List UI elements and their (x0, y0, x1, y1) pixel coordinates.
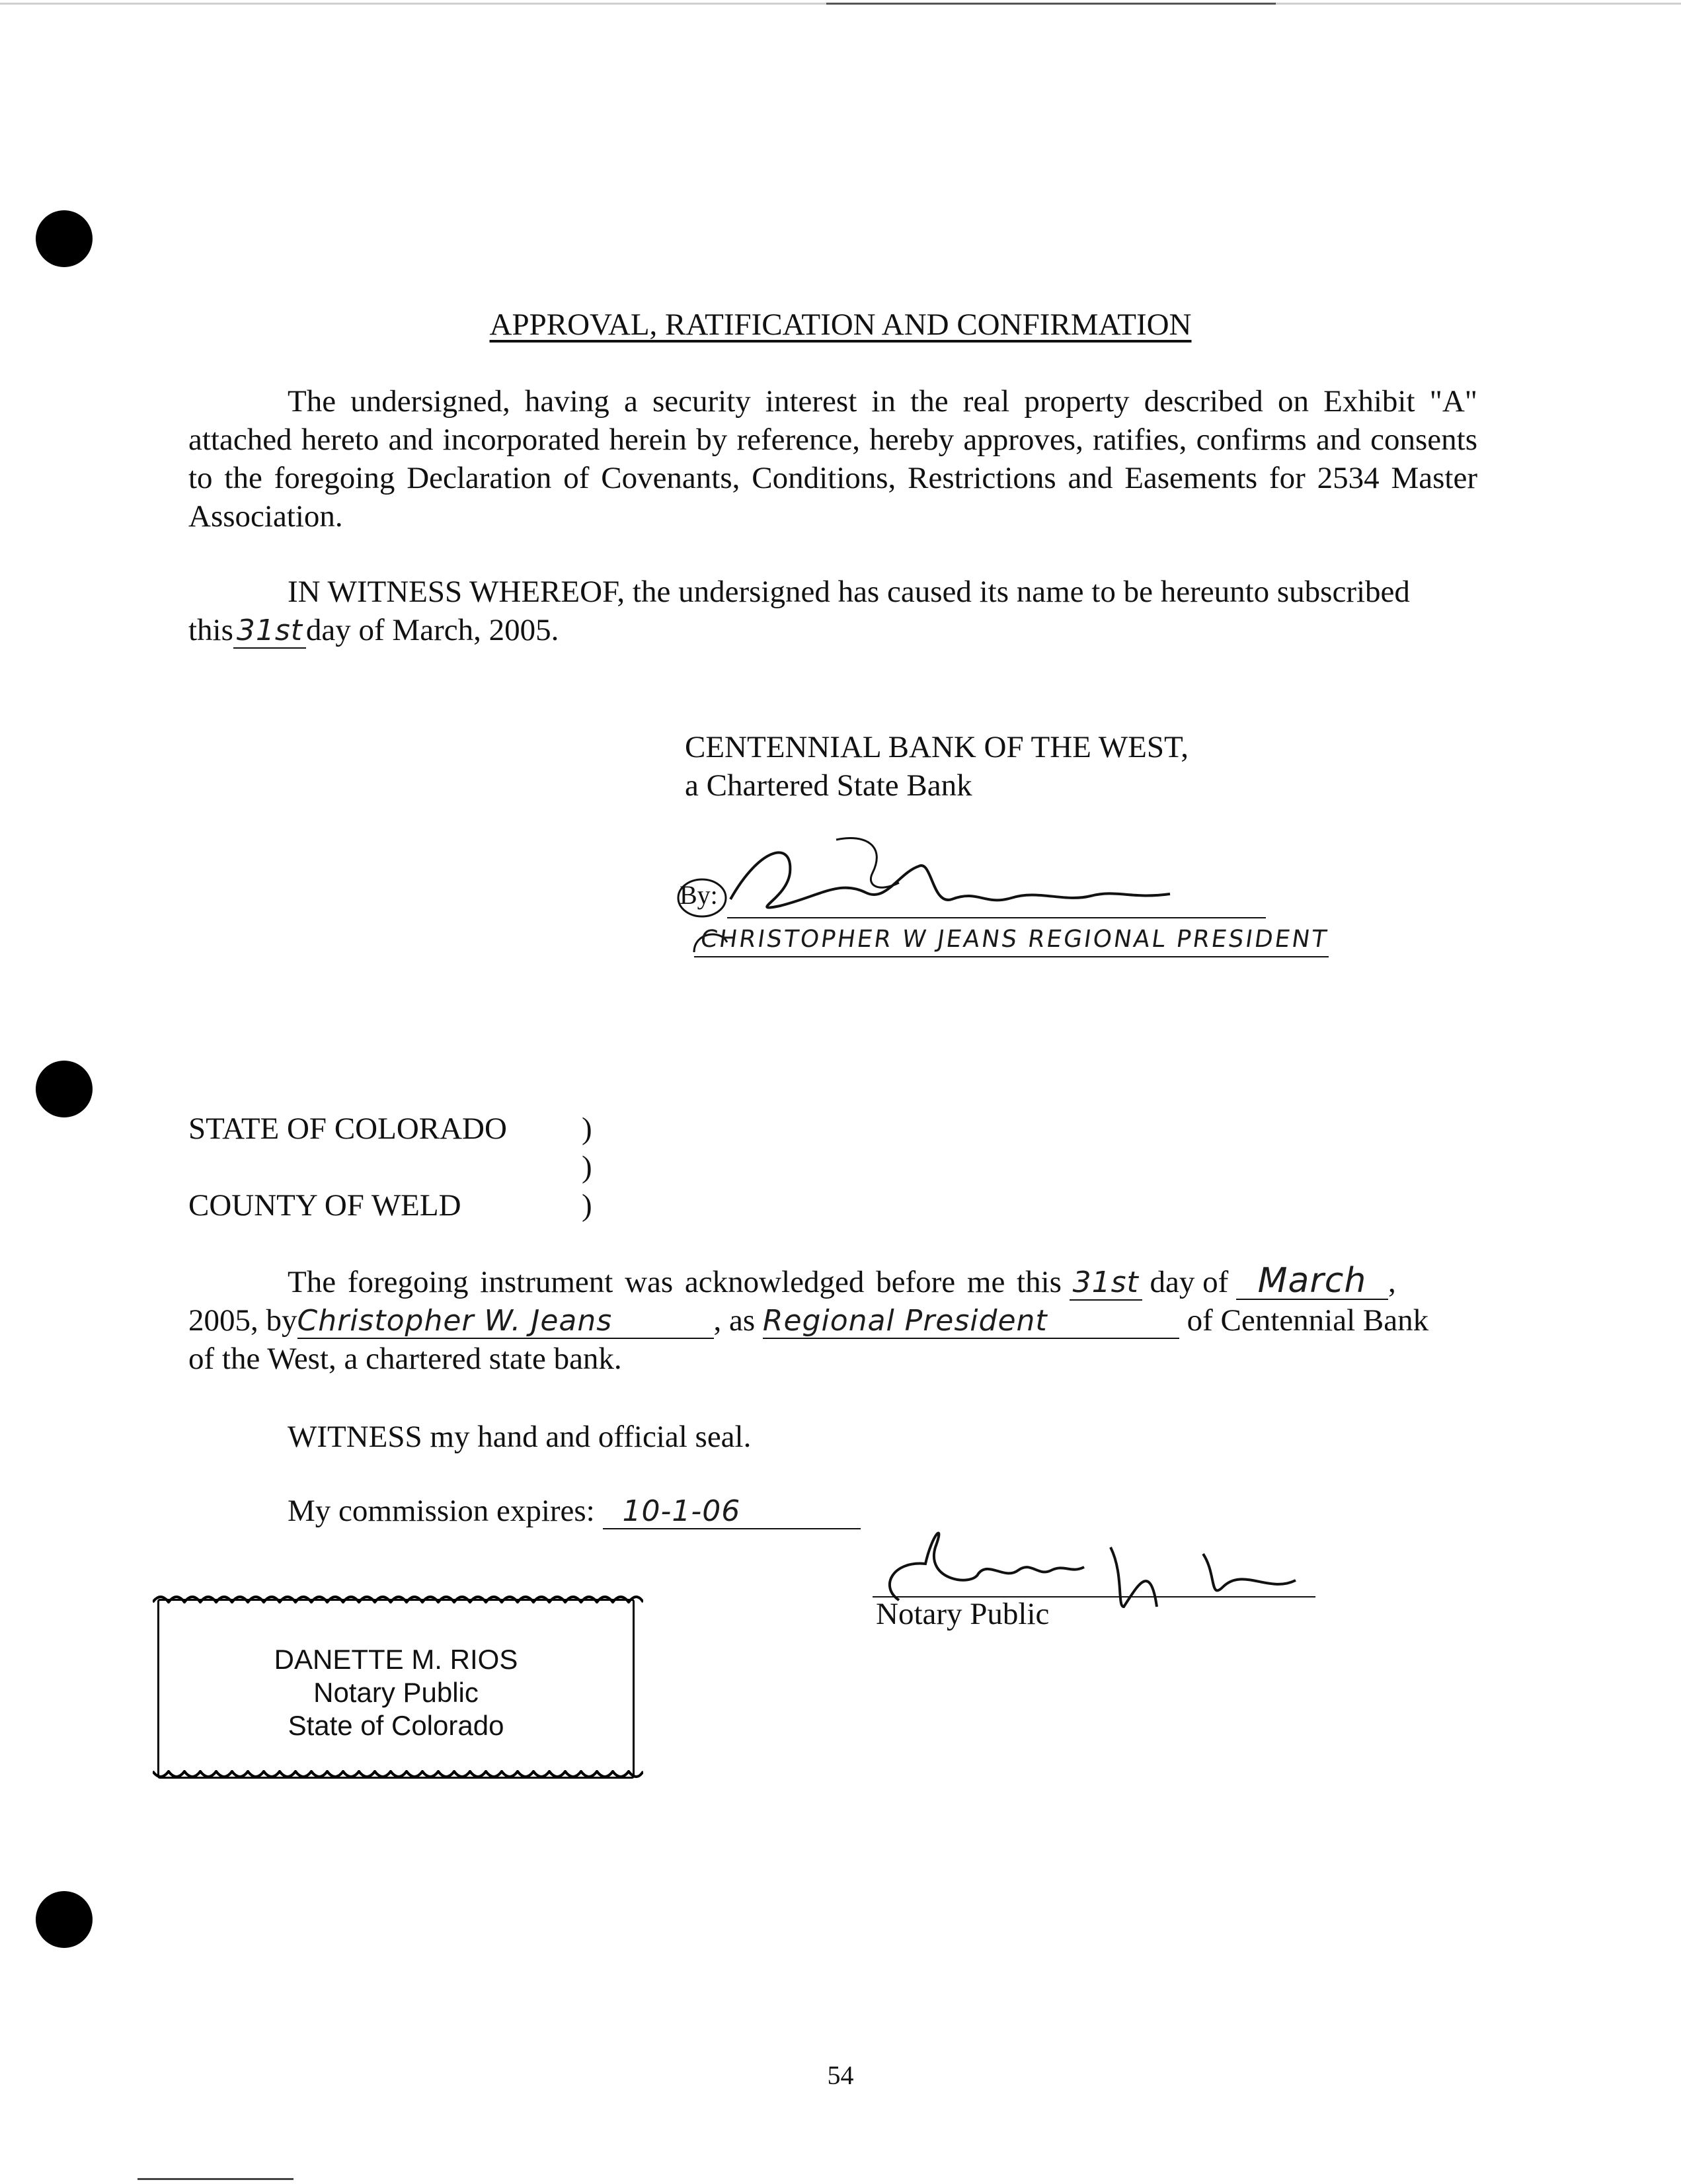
ack-line2 (188, 1301, 1477, 1340)
acknowledgment-paragraph (188, 1263, 1477, 1378)
venue-paren-1: ) (582, 1112, 592, 1146)
commission-line (288, 1492, 861, 1530)
bank-type: a Chartered State Bank (685, 768, 972, 803)
ack-text5: of Centennial Bank (1187, 1303, 1429, 1338)
commission-date-blank (603, 1494, 861, 1529)
ack-month-handwritten: March (1257, 1261, 1367, 1301)
bank-block (685, 728, 1478, 805)
notary-seal-stamp (157, 1599, 635, 1779)
signer-name-title-handwritten: CHRISTOPHER W JEANS REGIONAL PRESIDENT (699, 926, 1331, 953)
ack-text1: The foregoing instrument was acknowledged before me this (288, 1265, 1062, 1299)
seal-state: State of Colorado (288, 1710, 504, 1741)
witness-line2 (188, 611, 1477, 649)
by-label: By: (680, 880, 718, 910)
ack-title-blank (763, 1304, 1179, 1339)
ack-name-handwritten: Christopher W. Jeans (297, 1304, 613, 1338)
witness-day-blank (233, 614, 306, 649)
ack-comma: , (1388, 1265, 1396, 1299)
approval-paragraph-text: The undersigned, having a security interest in the real property described on Exhibit "A" attached hereto and incorporated herein by reference, hereby approves, ratifies, confirms and consents to the foregoing Declaration of Covenants, Conditions, Restrictions and Easements for 2534 Master Association. (188, 384, 1477, 534)
witness-seal-line: WITNESS my hand and official seal. (288, 1420, 752, 1454)
punch-hole-top (36, 210, 93, 267)
venue-paren-3: ) (582, 1188, 592, 1223)
signer-underline (694, 956, 1329, 957)
witness-paragraph (188, 573, 1477, 649)
seal-notary-title: Notary Public (313, 1677, 479, 1708)
top-scan-line-dark (826, 3, 1276, 5)
approval-paragraph (188, 382, 1477, 536)
witness-line1: IN WITNESS WHEREOF, the undersigned has caused its name to be hereunto subscribed (288, 575, 1410, 609)
seal-top-serration (153, 1590, 643, 1603)
seal-bottom-serration (153, 1770, 643, 1783)
seal-text (159, 1643, 633, 1742)
commission-label: My commission expires: (288, 1494, 595, 1528)
ack-day-blank (1070, 1266, 1142, 1301)
venue-county: COUNTY OF WELD (188, 1188, 461, 1223)
ack-line3: of the West, a chartered state bank. (188, 1342, 622, 1376)
ack-name-blank (297, 1304, 714, 1339)
bank-name: CENTENNIAL BANK OF THE WEST, (685, 730, 1189, 764)
page-title (0, 305, 1681, 344)
ack-text3: 2005, by (188, 1303, 297, 1338)
ack-text4: , as (713, 1303, 756, 1338)
ack-month-blank (1236, 1261, 1388, 1301)
ack-title-handwritten: Regional President (762, 1304, 1048, 1338)
punch-hole-bottom (36, 1891, 93, 1948)
notary-public-label: Notary Public (876, 1597, 1050, 1631)
seal-notary-name: DANETTE M. RIOS (274, 1644, 518, 1675)
witness-day-handwritten: 31st (236, 614, 303, 647)
bottom-scan-line (137, 2178, 293, 2180)
commission-date-handwritten: 10-1-06 (622, 1494, 741, 1528)
punch-hole-middle (36, 1061, 93, 1117)
venue-paren-2: ) (582, 1150, 592, 1184)
page-title-text: APPROVAL, RATIFICATION AND CONFIRMATION (489, 307, 1192, 342)
venue-state: STATE OF COLORADO (188, 1112, 507, 1146)
ack-day-handwritten: 31st (1072, 1266, 1139, 1299)
ack-line1 (188, 1263, 1477, 1301)
witness-suffix: day of March, 2005. (305, 613, 559, 647)
ack-text2: day of (1150, 1265, 1229, 1299)
witness-this: this (188, 613, 233, 647)
page-number: 54 (827, 2060, 854, 2090)
